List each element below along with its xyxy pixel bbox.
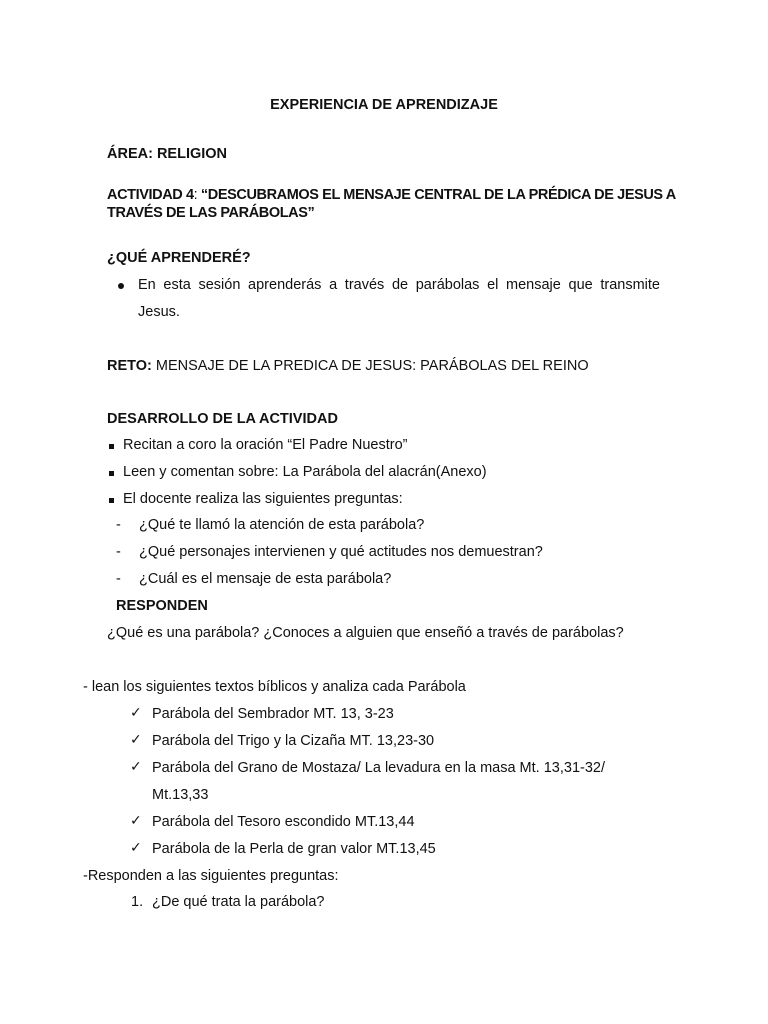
list-number: 1. (131, 894, 144, 910)
square-bullet-icon (109, 444, 114, 449)
actividad-title-2: TRAVÉS DE LAS PARÁBOLAS” (107, 205, 315, 221)
aprendere-text-2: Jesus. (138, 304, 180, 320)
page-title: EXPERIENCIA DE APRENDIZAJE (270, 97, 498, 113)
reto-line (107, 358, 589, 374)
parabola-item: Parábola del Trigo y la Cizaña MT. 13,23-30 (152, 733, 435, 749)
aprendere-text-1: En esta sesión aprenderás a través de parábolas el mensaje que transmite (138, 277, 660, 293)
area-heading: ÁREA: RELIGION (107, 146, 228, 162)
check-icon: ✓ (130, 759, 142, 775)
desarrollo-heading: DESARROLLO DE LA ACTIVIDAD (107, 411, 338, 427)
reto-label: RETO: (107, 358, 152, 374)
desarrollo-item: El docente realiza las siguientes preguntas: (123, 491, 403, 507)
dash-marker: - (116, 517, 121, 533)
actividad-label: ACTIVIDAD 4 (107, 187, 194, 203)
check-icon: ✓ (130, 732, 142, 748)
parabola-item: Parábola del Grano de Mostaza/ La levadura en la masa Mt. 13,31-32/ (152, 760, 605, 776)
reto-text: MENSAJE DE LA PREDICA DE JESUS: PARÁBOLAS DEL REINO (151, 358, 589, 374)
dash-marker: - (116, 544, 121, 560)
parabola-item: Parábola del Sembrador MT. 13, 3-23 (152, 706, 394, 722)
desarrollo-question: ¿Qué te llamó la atención de esta parábola? (139, 517, 425, 533)
responden-instruction: -Responden a las siguientes preguntas: (83, 868, 339, 884)
desarrollo-item: Leen y comentan sobre: La Parábola del alacrán(Anexo) (123, 464, 487, 480)
numbered-question: ¿De qué trata la parábola? (152, 894, 325, 910)
desarrollo-item: Recitan a coro la oración “El Padre Nuestro” (123, 437, 408, 453)
square-bullet-icon (109, 471, 114, 476)
actividad-sep: : (193, 187, 201, 203)
actividad-title-1: “DESCUBRAMOS EL MENSAJE CENTRAL DE LA PRÉDICA DE JESUS A (200, 187, 676, 203)
aprendere-heading: ¿QUÉ APRENDERÉ? (107, 250, 251, 266)
parabola-item: Parábola de la Perla de gran valor MT.13,45 (152, 841, 436, 857)
dash-marker: - (116, 571, 121, 587)
check-icon: ✓ (130, 840, 142, 856)
responden-text: ¿Qué es una parábola? ¿Conoces a alguien que enseñó a través de parábolas? (107, 625, 624, 641)
parabola-item-continuation: Mt.13,33 (152, 787, 209, 803)
actividad-line-1 (107, 187, 676, 203)
square-bullet-icon (109, 498, 114, 503)
desarrollo-question: ¿Cuál es el mensaje de esta parábola? (139, 571, 392, 587)
bullet-icon (118, 283, 124, 289)
responden-heading: RESPONDEN (116, 598, 208, 614)
check-icon: ✓ (130, 813, 142, 829)
desarrollo-question: ¿Qué personajes intervienen y qué actitudes nos demuestran? (139, 544, 543, 560)
lean-instruction: - lean los siguientes textos bíblicos y analiza cada Parábola (83, 679, 466, 695)
check-icon: ✓ (130, 705, 142, 721)
parabola-item: Parábola del Tesoro escondido MT.13,44 (152, 814, 415, 830)
